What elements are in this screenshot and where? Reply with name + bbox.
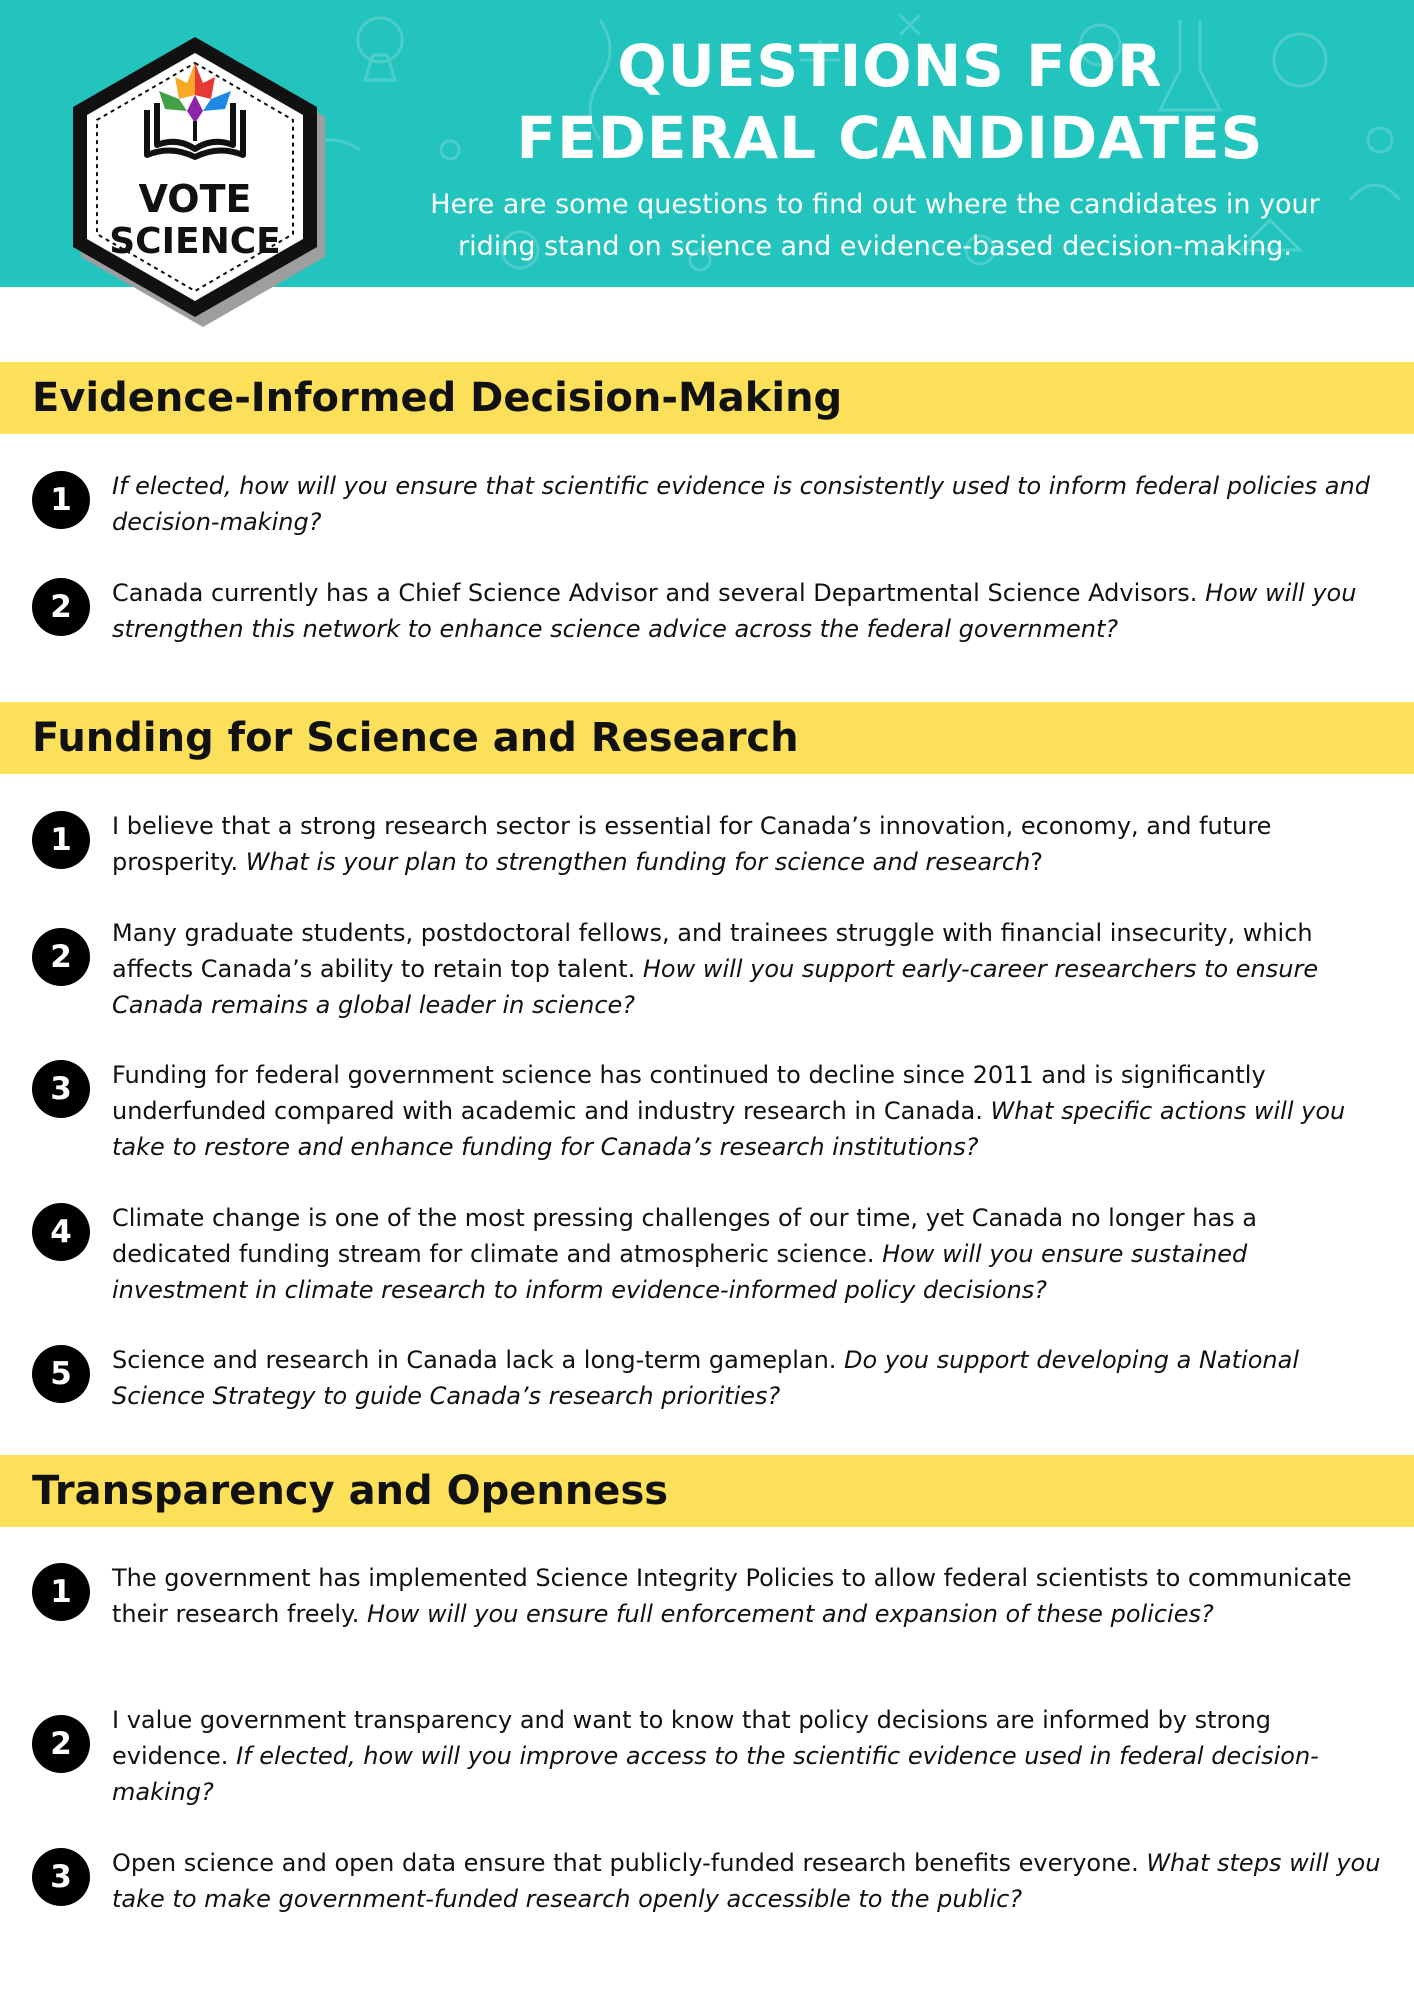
page-title-line-1: QUESTIONS FOR	[617, 32, 1163, 100]
question-text-part: What specific actions will you take to restore and enhance funding for Canada’s research institutions?	[112, 1097, 1346, 1161]
question-text-part: How will you support early-career researchers to ensure Canada remains a global leader in science?	[112, 955, 1319, 1019]
question-text	[112, 575, 1382, 647]
question-number-badge: 2	[32, 1715, 90, 1773]
question-text-part: What steps will you take to make government-funded research openly accessible to the public?	[112, 1849, 1381, 1913]
section-header-transparency	[0, 1455, 1414, 1527]
question-text-part: I believe that a strong research sector is essential for Canada’s innovation, economy, and future prosperity.	[112, 812, 1272, 876]
question-number-badge: 1	[32, 811, 90, 869]
question-number-badge: 2	[32, 928, 90, 986]
question-text-part: Science and research in Canada lack a long-term gameplan.	[112, 1346, 845, 1374]
question-text-part: Canada currently has a Chief Science Advisor and several Departmental Science Advisors.	[112, 579, 1206, 607]
question-text	[112, 808, 1382, 880]
question-text-part: How will you ensure full enforcement and expansion of these policies?	[367, 1600, 1214, 1628]
section-header-evidence	[0, 362, 1414, 434]
question-text-part: Open science and open data ensure that publicly-funded research benefits everyone.	[112, 1849, 1147, 1877]
question-text	[112, 1200, 1382, 1308]
question-number-badge: 1	[32, 471, 90, 529]
logo-text-vote: VOTE	[138, 177, 252, 221]
question-text-part: Many graduate students, postdoctoral fellows, and trainees struggle with financial insecurity, which affects Canada’s ability to retain top talent.	[112, 919, 1313, 983]
question-text-part: If elected, how will you improve access to the scientific evidence used in federal decision-making?	[112, 1742, 1319, 1806]
question-text	[112, 468, 1382, 540]
question-text-part: If elected, how will you ensure that scientific evidence is consistently used to inform federal policies and decision-making?	[112, 472, 1370, 536]
section-title: Transparency and Openness	[32, 1468, 669, 1514]
section-header-funding	[0, 702, 1414, 774]
page-title-line-2: FEDERAL CANDIDATES	[516, 104, 1264, 172]
question-text-part: Funding for federal government science has continued to decline since 2011 and is significantly underfunded compared with academic and industry research in Canada.	[112, 1061, 1266, 1125]
question-text-part: How will you ensure sustained investment in climate research to inform evidence-informed policy decisions?	[112, 1240, 1248, 1304]
page-subtitle-line-2: riding stand on science and evidence-based decision-making.	[458, 231, 1292, 262]
question-number-badge: 1	[32, 1563, 90, 1621]
question-text-part: Do you support developing a National Science Strategy to guide Canada’s research priorities?	[112, 1346, 1299, 1410]
question-number-badge: 5	[32, 1345, 90, 1403]
question-text-part: How will you strengthen this network to enhance science advice across the federal government?	[112, 579, 1357, 643]
question-number-badge: 2	[32, 578, 90, 636]
page-subtitle-line-1: Here are some questions to find out where the candidates in your	[430, 189, 1320, 220]
question-number-badge: 3	[32, 1060, 90, 1118]
vote-science-logo	[45, 25, 345, 345]
section-title: Funding for Science and Research	[32, 715, 799, 761]
question-text-part: I value government transparency and want to know that policy decisions are informed by strong evidence.	[112, 1706, 1272, 1770]
question-text	[112, 1057, 1382, 1165]
question-number-badge: 3	[32, 1848, 90, 1906]
question-text	[112, 915, 1382, 1023]
question-number-badge: 4	[32, 1203, 90, 1261]
question-text	[112, 1342, 1382, 1414]
question-text-part: What is your plan to strengthen funding for science and research	[245, 848, 1031, 876]
question-text	[112, 1702, 1382, 1810]
logo-text-science: SCIENCE	[109, 221, 281, 262]
question-text-part: The government has implemented Science Integrity Policies to allow federal scientists to communicate their research freely.	[112, 1564, 1352, 1628]
question-text-part: ?	[1030, 848, 1044, 876]
section-title: Evidence-Informed Decision-Making	[32, 375, 843, 421]
question-text-part: Climate change is one of the most pressing challenges of our time, yet Canada no longer has a dedicated funding stream for climate and atmospheric science.	[112, 1204, 1257, 1268]
question-text	[112, 1560, 1382, 1632]
question-text	[112, 1845, 1382, 1917]
